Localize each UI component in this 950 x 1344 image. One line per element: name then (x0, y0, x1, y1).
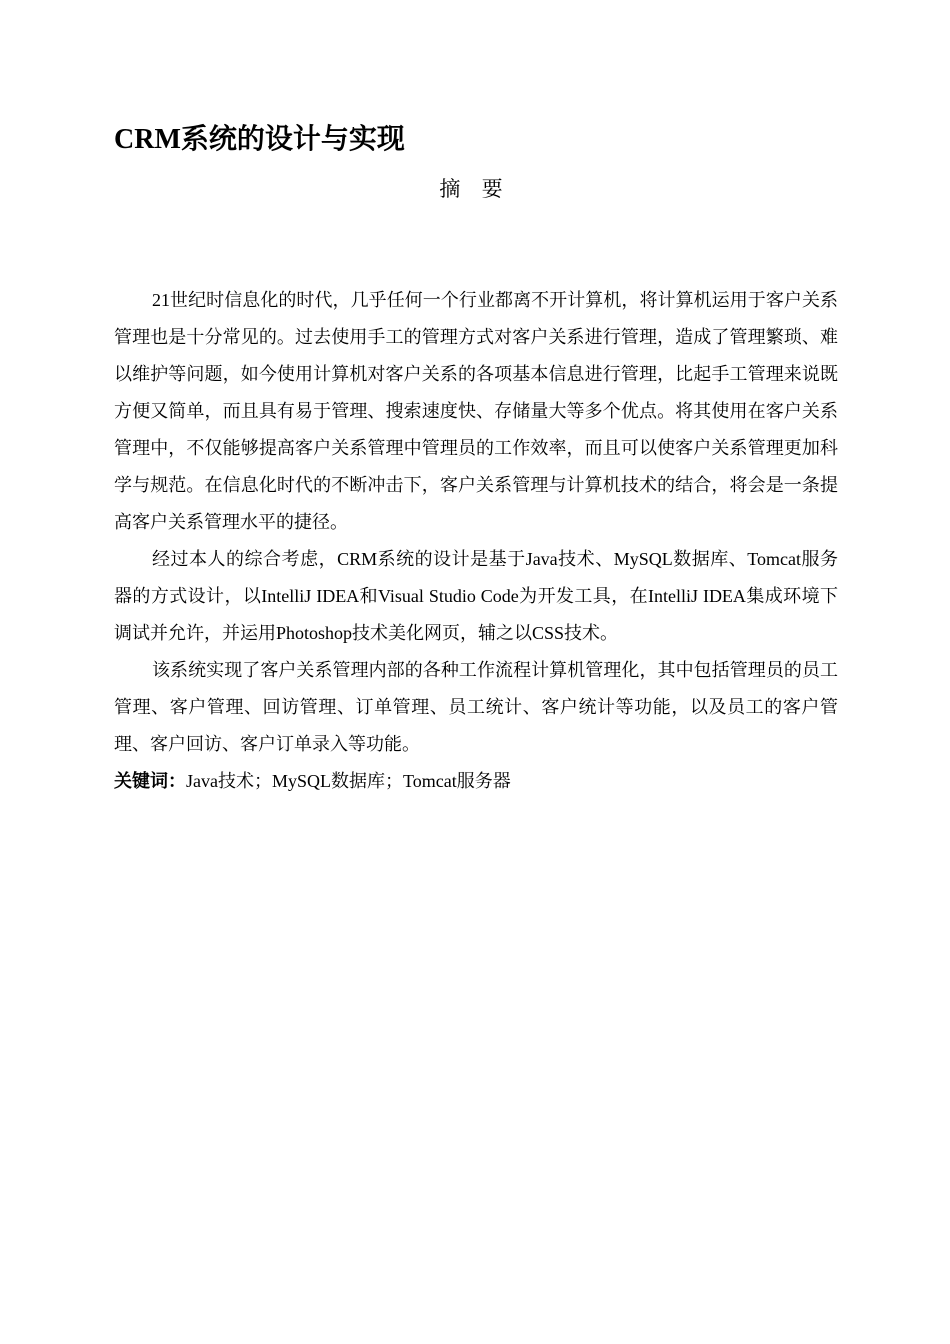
abstract-paragraph-1: 21世纪时信息化的时代，几乎任何一个行业都离不开计算机，将计算机运用于客户关系管理也是十分常见的。过去使用手工的管理方式对客户关系进行管理，造成了管理繁琐、难以维护等问题，如今使用计算机对客户关系的各项基本信息进行管理，比起手工管理来说既方便又简单，而且具有易于管理、搜索速度快、存储量大等多个优点。将其使用在客户关系管理中，不仅能够提高客户关系管理中管理员的工作效率，而且可以使客户关系管理更加科学与规范。在信息化时代的不断冲击下，客户关系管理与计算机技术的结合，将会是一条提高客户关系管理水平的捷径。 (114, 290, 838, 532)
document-title: CRM系统的设计与实现 (114, 124, 405, 155)
abstract-paragraph-3: 该系统实现了客户关系管理内部的各种工作流程计算机管理化，其中包括管理员的员工管理、客户管理、回访管理、订单管理、员工统计、客户统计等功能，以及员工的客户管理、客户回访、客户订单录入等功能。 (114, 660, 838, 754)
keywords-text: Java技术；MySQL数据库；Tomcat服务器 (186, 771, 511, 791)
keywords-label: 关键词： (114, 771, 186, 791)
keywords-line (114, 763, 838, 800)
abstract-heading: 摘 要 (439, 177, 511, 201)
abstract-body (114, 282, 838, 800)
abstract-paragraph-2: 经过本人的综合考虑，CRM系统的设计是基于Java技术、MySQL数据库、Tomcat服务器的方式设计，以IntelliJ IDEA和Visual Studio Code为开发工具，在IntelliJ IDEA集成环境下调试并允许，并运用Photoshop技术美化网页，辅之以CSS技术。 (114, 549, 838, 643)
